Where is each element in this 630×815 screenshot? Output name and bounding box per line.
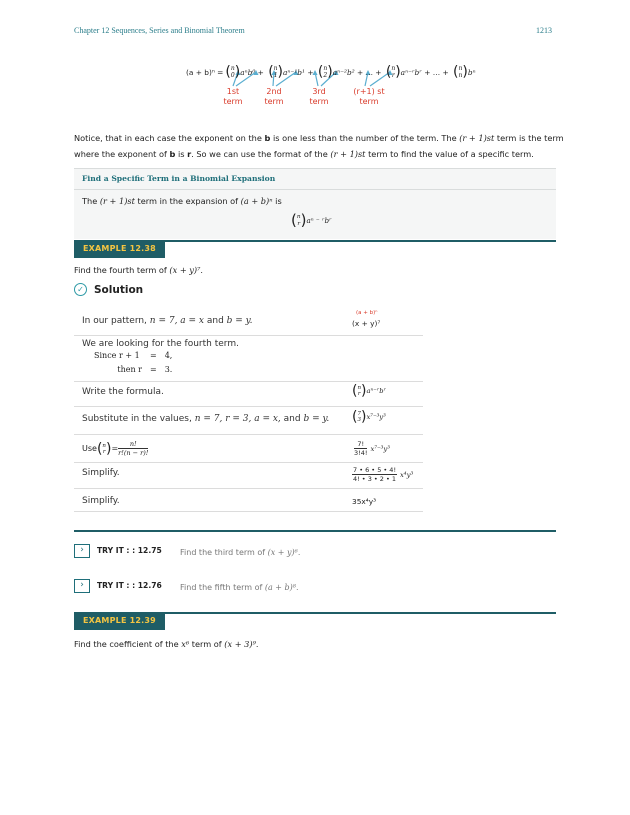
row-3-right: ( n r ) aⁿ⁻ʳbʳ <box>352 383 386 399</box>
try-it-75-end: . <box>297 548 301 557</box>
row-divider <box>74 406 423 407</box>
notice-text: is one less than the number of the term. The <box>270 133 460 143</box>
binom-plus: + … + <box>421 67 452 77</box>
row-5-num: n! <box>118 440 148 449</box>
binom-top: n <box>323 65 328 72</box>
row-2-left: We are looking for the fourth term. <box>82 339 239 349</box>
binom-paren: ) <box>234 64 241 80</box>
check-circle-icon: ✓ <box>74 283 87 296</box>
row-5-eq: = <box>111 444 119 453</box>
row-4-right: ( 7 3 ) x⁷⁻³y³ <box>352 409 386 425</box>
binom-term-tail: aⁿ⁻²b² <box>332 67 355 77</box>
row-5-den: r!(n − r)! <box>118 449 149 457</box>
label-2nd: 2nd <box>266 87 282 96</box>
chevron-right-icon[interactable]: › <box>74 579 90 593</box>
label-1st-term <box>222 87 244 107</box>
row-4-binom-top: 7 <box>357 411 361 417</box>
row-divider <box>74 434 423 435</box>
row-1-text-b: and <box>204 316 227 326</box>
label-r1st-term <box>349 87 389 107</box>
row-divider <box>74 488 423 489</box>
row-1-left <box>82 316 252 326</box>
notice-text: is <box>175 149 188 159</box>
binom-paren: ( <box>453 64 459 80</box>
notice-math: (r + 1)st <box>459 133 495 143</box>
row-4-binom-bottom: 3 <box>357 417 361 423</box>
example-38-prompt-math: (x + y)⁷ <box>169 265 201 275</box>
row-3-tail: aⁿ⁻ʳbʳ <box>366 387 386 395</box>
example-39-prompt-end: . <box>255 639 259 649</box>
binom-bottom: 0 <box>230 72 235 79</box>
binom-term-tail: bⁿ <box>467 67 476 77</box>
notice-text: term is the term <box>494 133 564 143</box>
example-39-tag: EXAMPLE 12.39 <box>74 612 165 630</box>
row-5-use: Use <box>82 444 97 453</box>
how-to-text-a: The <box>82 196 100 206</box>
binom-top: n <box>273 65 278 72</box>
row-6-right-num: 7 • 6 • 5 • 4! <box>353 466 397 474</box>
row-1-text: In our pattern, <box>82 316 150 326</box>
binom-plus: + … + <box>354 67 384 77</box>
row-1-math: n = 7, a = x <box>149 316 204 326</box>
chapter-header: Chapter 12 Sequences, Series and Binomial Theorem <box>74 26 245 35</box>
page-number: 1213 <box>536 26 552 35</box>
how-to-math-b: (a + b)ⁿ <box>240 196 273 206</box>
row-divider <box>74 335 423 336</box>
how-to-formula-tail: aⁿ ⁻ ʳbʳ <box>306 216 332 225</box>
example-38-prompt-end: . <box>200 265 204 275</box>
row-4-math-b: b = y. <box>303 414 330 424</box>
row-3-binom-bottom: r <box>357 391 361 397</box>
solution-title: Solution <box>94 283 144 296</box>
notice-line-2 <box>74 146 556 162</box>
row-4-left <box>82 414 329 424</box>
row-4-tail: x⁷⁻³y³ <box>366 413 386 421</box>
row-4-math: n = 7, r = 3, a = x, <box>194 414 281 424</box>
example-39-prompt <box>74 636 258 652</box>
row-5-binom-top: n <box>102 442 106 449</box>
row-7-right: 35x⁴y³ <box>352 497 377 506</box>
example-39-math-1: x⁶ <box>181 639 190 649</box>
label-3rd-term-word: term <box>309 97 329 106</box>
notice-text: term to find the value of a specific term. <box>365 149 534 159</box>
row-5-left: Use ( n r ) = $\frac{n!}{r!(n - r)!}$ <box>82 440 149 457</box>
how-to-math-a: (r + 1)st <box>99 196 135 206</box>
binom-paren: ) <box>462 64 468 80</box>
row-4-text-b: and <box>280 414 304 424</box>
row-6-left: Simplify. <box>82 468 120 478</box>
binom-paren: ) <box>277 64 284 80</box>
binom-bottom: r <box>391 72 395 79</box>
binom-paren: ( <box>317 64 324 80</box>
binom-top: n <box>458 65 463 72</box>
try-it-76-label <box>97 581 162 590</box>
binom-top: n <box>391 65 396 72</box>
row-2-since <box>94 351 172 360</box>
binom-bottom: 1 <box>273 72 278 79</box>
solution-heading <box>74 283 143 296</box>
chevron-right-icon[interactable]: › <box>74 544 90 558</box>
row-1-math-b: b = y. <box>226 316 253 326</box>
example-39-math-2: (x + 3)⁹ <box>224 639 256 649</box>
how-to-box <box>74 168 556 239</box>
binom-bottom: 2 <box>323 72 328 79</box>
binom-paren: ( <box>225 64 231 80</box>
try-it-76-label-text: TRY IT : : 12.76 <box>97 581 162 590</box>
row-2-since-val: 4, <box>164 351 173 360</box>
how-to-formula-top: n <box>296 214 301 220</box>
notice-text: where the exponent of <box>74 149 170 159</box>
row-2-then-text: then r <box>117 365 142 374</box>
try-it-75-label <box>97 546 162 555</box>
how-to-title: Find a Specific Term in a Binomial Expansion <box>82 174 276 183</box>
row-6-right-den: 4! • 3 • 2 • 1 <box>353 475 397 483</box>
try-it-75-prompt: Find the third term of <box>180 548 268 557</box>
binomial-formula <box>186 60 476 84</box>
binom-term-tail: aⁿ⁻¹b¹ <box>283 67 305 77</box>
example-38-tag: EXAMPLE 12.38 <box>74 240 165 258</box>
binom-paren: ) <box>327 64 333 80</box>
binom-paren: ( <box>268 64 274 80</box>
binom-plus: + <box>255 67 267 77</box>
row-2-since-text: Since r + 1 <box>94 351 140 360</box>
notice-text: Notice, that in each case the exponent on the <box>74 133 265 143</box>
binom-term-tail: aⁿ⁻ʳbʳ <box>400 67 422 77</box>
row-6-right-tail: x⁴y³ <box>400 470 414 479</box>
binom-paren: ) <box>395 64 401 80</box>
row-3-binom-top: n <box>357 385 362 391</box>
label-1st: 1st <box>226 87 240 96</box>
binom-paren: ( <box>385 64 392 80</box>
notice-paragraph <box>74 130 564 162</box>
row-1-right-top: (a + b)ⁿ <box>356 310 378 316</box>
binom-term-tail: aⁿb⁰ <box>240 67 256 77</box>
notice-math: (r + 1)st <box>330 149 366 159</box>
label-2nd-term-word: term <box>264 97 284 106</box>
notice-line-1 <box>74 130 564 146</box>
example-38-prompt-text: Find the fourth term of <box>74 265 170 275</box>
try-it-75-math: (x + y)⁶ <box>267 548 298 557</box>
row-2-since-eq: = <box>150 351 157 360</box>
label-r1st: (r+1) st <box>353 87 385 96</box>
notice-text: . So we can use the format of the <box>191 149 331 159</box>
row-5-right-tail: x⁷⁻³y³ <box>370 444 390 453</box>
notice-r: r <box>187 149 192 159</box>
label-3rd-term <box>307 87 331 107</box>
row-2-then <box>94 365 172 374</box>
example-39-prompt-text: Find the coefficient of the <box>74 639 182 649</box>
row-1-right: (x + y)⁷ <box>352 319 381 328</box>
row-6-right <box>352 466 413 483</box>
how-to-formula: ( n r ) aⁿ ⁻ ʳbʳ <box>291 211 332 229</box>
binom-plus: + <box>304 67 316 77</box>
binom-bottom: n <box>458 72 463 79</box>
label-2nd-term <box>262 87 286 107</box>
how-to-text-b: term in the expansion of <box>134 196 241 206</box>
label-r1st-term-word: term <box>359 97 379 106</box>
try-it-75-text <box>180 548 300 557</box>
example-38-prompt <box>74 262 203 278</box>
row-2-then-eq: = <box>150 365 157 374</box>
notice-b: b <box>169 149 176 159</box>
how-to-text-c: is <box>272 196 282 206</box>
label-1st-term-word: term <box>223 97 243 106</box>
how-to-formula-bottom: r <box>297 220 301 227</box>
row-2-then-val: 3. <box>164 365 173 374</box>
try-it-75-label-text: TRY IT : : 12.75 <box>97 546 162 555</box>
label-3rd: 3rd <box>312 87 326 96</box>
row-5-binom-bottom: r <box>102 448 106 455</box>
row-3-left: Write the formula. <box>82 387 164 397</box>
example-39-prompt-text-b: term of <box>189 639 225 649</box>
try-it-76-text <box>180 583 299 592</box>
row-4-text: Substitute in the values, <box>82 414 195 424</box>
row-5-right <box>354 440 390 457</box>
try-it-rule <box>74 530 556 532</box>
try-it-76-prompt: Find the fifth term of <box>180 583 265 592</box>
row-7-left: Simplify. <box>82 496 120 506</box>
row-divider <box>74 511 423 512</box>
row-5-right-num: 7! <box>354 440 367 449</box>
notice-b: b <box>264 133 271 143</box>
row-divider <box>74 381 423 382</box>
row-5-right-den: 3!4! <box>354 449 368 457</box>
row-divider <box>74 462 423 463</box>
formula-lhs: (a + b)ⁿ = <box>186 67 224 77</box>
try-it-76-math: (a + b)⁸ <box>264 583 297 592</box>
try-it-76-end: . <box>296 583 299 592</box>
how-to-divider <box>74 189 556 190</box>
how-to-text <box>82 193 282 209</box>
binom-top: n <box>230 65 235 72</box>
